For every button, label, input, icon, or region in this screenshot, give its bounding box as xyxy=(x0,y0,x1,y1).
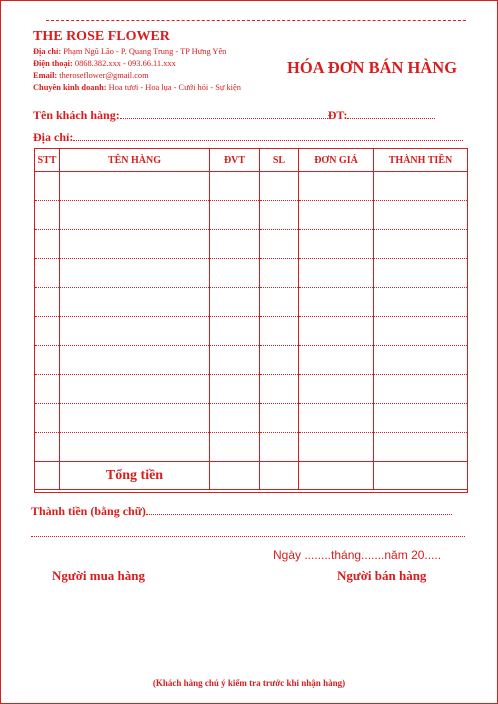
amount-cell[interactable] xyxy=(374,259,468,288)
customer-phone-field[interactable] xyxy=(347,107,435,119)
total-stt-cell xyxy=(35,462,60,490)
stt-cell[interactable] xyxy=(35,433,60,462)
quantity-cell[interactable] xyxy=(260,404,299,433)
item-name-cell[interactable] xyxy=(60,201,210,230)
quantity-cell[interactable] xyxy=(260,201,299,230)
header-quantity: SL xyxy=(260,149,299,172)
amount-cell[interactable] xyxy=(374,201,468,230)
customer-name-row xyxy=(33,107,435,123)
quantity-cell[interactable] xyxy=(260,230,299,259)
table-row xyxy=(35,317,468,346)
stt-cell[interactable] xyxy=(35,288,60,317)
unit-price-cell[interactable] xyxy=(299,433,374,462)
table-header-row xyxy=(35,149,468,172)
amount-cell[interactable] xyxy=(374,433,468,462)
amount-in-words-row xyxy=(31,503,452,519)
table-row xyxy=(35,433,468,462)
table-row xyxy=(35,375,468,404)
unit-cell[interactable] xyxy=(210,201,260,230)
unit-cell[interactable] xyxy=(210,172,260,201)
customer-address-row xyxy=(33,129,463,145)
customer-phone-label: ĐT: xyxy=(327,108,348,122)
customer-address-label: Địa chỉ: xyxy=(33,130,74,144)
items-table xyxy=(34,148,468,490)
unit-price-cell[interactable] xyxy=(299,172,374,201)
unit-price-cell[interactable] xyxy=(299,201,374,230)
unit-cell[interactable] xyxy=(210,346,260,375)
stt-cell[interactable] xyxy=(35,230,60,259)
shop-address-value: Phạm Ngũ Lão - P. Quang Trung - TP Hưng Yên xyxy=(63,47,227,56)
table-row xyxy=(35,288,468,317)
header-unit: ĐVT xyxy=(210,149,260,172)
shop-phone-value: 0868.382.xxx - 093.66.11.xxx xyxy=(74,59,176,68)
stt-cell[interactable] xyxy=(35,259,60,288)
unit-price-cell[interactable] xyxy=(299,375,374,404)
unit-price-cell[interactable] xyxy=(299,288,374,317)
table-row xyxy=(35,201,468,230)
quantity-cell[interactable] xyxy=(260,433,299,462)
table-body xyxy=(35,172,468,462)
amount-cell[interactable] xyxy=(374,288,468,317)
amount-cell[interactable] xyxy=(374,375,468,404)
shop-business-value: Hoa tươi - Hoa lụa - Cưới hỏi - Sự kiện xyxy=(108,83,241,92)
table-row xyxy=(35,259,468,288)
amount-in-words-label: Thành tiền (bằng chữ) xyxy=(31,504,146,518)
unit-cell[interactable] xyxy=(210,404,260,433)
customer-name-field[interactable] xyxy=(120,107,328,119)
date-line: Ngày ........tháng.......năm 20..... xyxy=(273,548,442,562)
seller-signature-label: Người bán hàng xyxy=(337,568,427,583)
quantity-cell[interactable] xyxy=(260,375,299,404)
header-amount: THÀNH TIỀN xyxy=(374,149,468,172)
unit-cell[interactable] xyxy=(210,375,260,404)
table-row xyxy=(35,230,468,259)
total-label: Tổng tiền xyxy=(60,462,210,490)
amount-in-words-second-line[interactable] xyxy=(31,536,465,537)
header-item-name: TÊN HÀNG xyxy=(60,149,210,172)
quantity-cell[interactable] xyxy=(260,317,299,346)
quantity-cell[interactable] xyxy=(260,346,299,375)
customer-address-field[interactable] xyxy=(73,129,463,141)
shop-business xyxy=(33,83,241,92)
header-unit-price: ĐƠN GIÁ xyxy=(299,149,374,172)
table-row xyxy=(35,172,468,201)
top-dashed-rule xyxy=(46,20,466,21)
quantity-cell[interactable] xyxy=(260,259,299,288)
unit-cell[interactable] xyxy=(210,317,260,346)
total-unit-cell xyxy=(210,462,260,490)
unit-price-cell[interactable] xyxy=(299,404,374,433)
unit-price-cell[interactable] xyxy=(299,317,374,346)
unit-price-cell[interactable] xyxy=(299,230,374,259)
total-quantity-cell xyxy=(260,462,299,490)
item-name-cell[interactable] xyxy=(60,259,210,288)
shop-email-label: Email: xyxy=(33,71,58,80)
item-name-cell[interactable] xyxy=(60,404,210,433)
item-name-cell[interactable] xyxy=(60,172,210,201)
table-row xyxy=(35,346,468,375)
shop-name: THE ROSE FLOWER xyxy=(33,29,170,44)
amount-in-words-field[interactable] xyxy=(146,503,452,515)
amount-cell[interactable] xyxy=(374,346,468,375)
item-name-cell[interactable] xyxy=(60,346,210,375)
amount-cell[interactable] xyxy=(374,172,468,201)
total-amount-cell[interactable] xyxy=(374,462,468,490)
unit-cell[interactable] xyxy=(210,230,260,259)
stt-cell[interactable] xyxy=(35,317,60,346)
item-name-cell[interactable] xyxy=(60,288,210,317)
unit-price-cell[interactable] xyxy=(299,259,374,288)
unit-cell[interactable] xyxy=(210,288,260,317)
table-row xyxy=(35,404,468,433)
shop-phone-label: Điện thoại: xyxy=(33,59,73,68)
item-name-cell[interactable] xyxy=(60,433,210,462)
invoice-title: HÓA ĐƠN BÁN HÀNG xyxy=(287,58,458,77)
header-stt: STT xyxy=(35,149,60,172)
item-name-cell[interactable] xyxy=(60,375,210,404)
shop-address-label: Địa chỉ: xyxy=(33,47,62,56)
amount-cell[interactable] xyxy=(374,230,468,259)
customer-name-label: Tên khách hàng: xyxy=(33,108,120,122)
unit-price-cell[interactable] xyxy=(299,346,374,375)
amount-cell[interactable] xyxy=(374,404,468,433)
item-name-cell[interactable] xyxy=(60,317,210,346)
amount-cell[interactable] xyxy=(374,317,468,346)
footer-note: (Khách hàng chú ý kiểm tra trước khi nhận hàng) xyxy=(152,678,346,688)
total-row xyxy=(35,462,468,490)
stt-cell[interactable] xyxy=(35,346,60,375)
shop-phone xyxy=(33,59,176,68)
shop-business-label: Chuyên kinh doanh: xyxy=(33,83,107,92)
stt-cell[interactable] xyxy=(35,172,60,201)
stt-cell[interactable] xyxy=(35,404,60,433)
unit-cell[interactable] xyxy=(210,259,260,288)
quantity-cell[interactable] xyxy=(260,172,299,201)
stt-cell[interactable] xyxy=(35,201,60,230)
total-price-cell xyxy=(299,462,374,490)
shop-email xyxy=(33,71,149,80)
unit-cell[interactable] xyxy=(210,433,260,462)
quantity-cell[interactable] xyxy=(260,288,299,317)
item-name-cell[interactable] xyxy=(60,230,210,259)
shop-address xyxy=(33,47,226,56)
buyer-signature-label: Người mua hàng xyxy=(52,568,146,583)
stt-cell[interactable] xyxy=(35,375,60,404)
shop-email-value: theroseflower@gmail.com xyxy=(59,71,149,80)
